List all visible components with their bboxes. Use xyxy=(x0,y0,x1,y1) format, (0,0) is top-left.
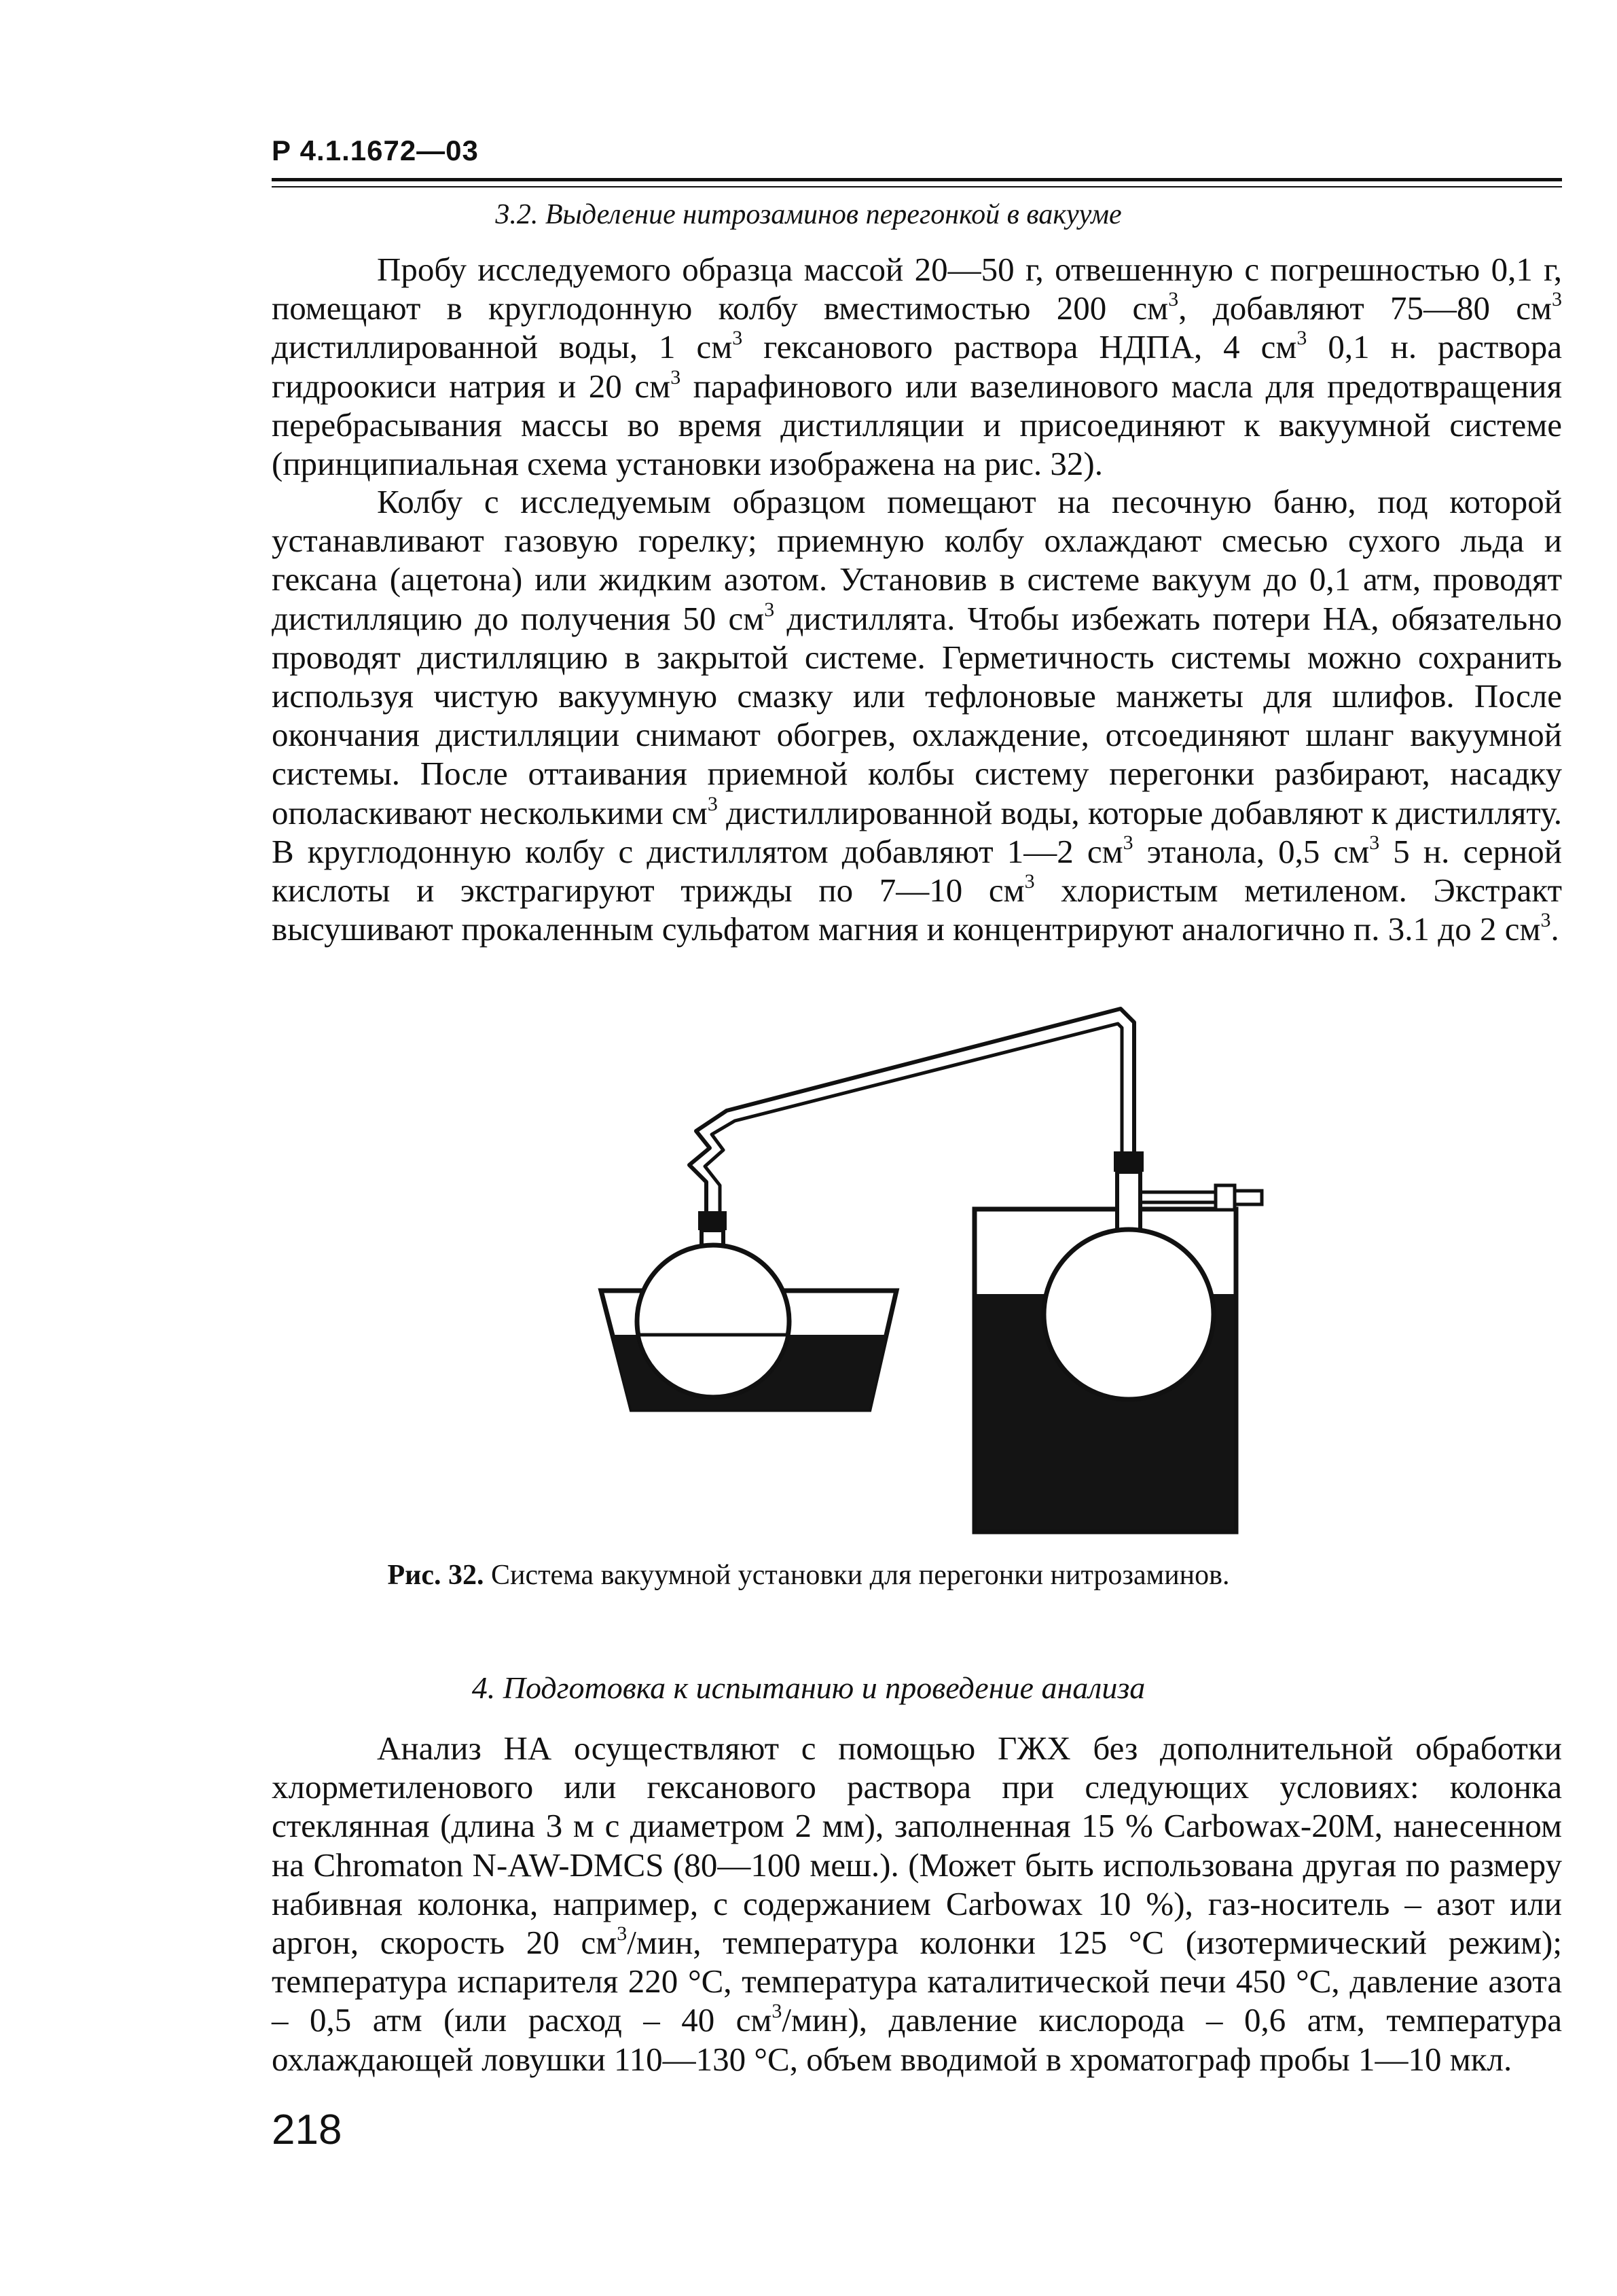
figure-caption-label: Рис. 32. xyxy=(387,1560,484,1591)
text-run: Анализ НА осуществляют с помощью ГЖХ без дополнительной обработки хлорметиленового или гексанового раствора при следующих условиях: колонка стеклянная (длина 3 м с диаметром 2 мм), заполненная 15 % Carbowax-20M, нанесенном на Chromaton N-AW-DMCS (80—100 меш.). (Может быть использована другая по размеру набивная колонка, например, с содержанием Carbowax 10 %), газ-носитель – азот или аргон, скорость 20 см xyxy=(272,1729,1562,1962)
superscript-unit: 3 xyxy=(707,792,718,815)
text-run: Пробу исследуемого образца массой 20—50 г, отвешенную с погрешностью 0,1 г, помещают в круглодонную колбу вместимостью 200 см xyxy=(272,251,1562,327)
header-rule-thick xyxy=(272,178,1562,181)
superscript-unit: 3 xyxy=(1369,831,1380,854)
text-run: этанола, 0,5 см xyxy=(1133,832,1370,870)
left-flask-stopper xyxy=(698,1211,727,1230)
section-title-3-2: 3.2. Выделение нитрозаминов перегонкой в вакууме xyxy=(495,199,1122,230)
text-run: гексанового раствора НДПА, 4 см xyxy=(742,328,1297,366)
superscript-unit: 3 xyxy=(1540,909,1551,932)
connecting-tube xyxy=(689,1009,1134,1216)
page-number: 218 xyxy=(272,2106,342,2153)
superscript-unit: 3 xyxy=(670,365,681,389)
header-rule-thin xyxy=(272,186,1562,187)
vacuum-outlet xyxy=(1235,1191,1262,1204)
superscript-unit: 3 xyxy=(771,2000,782,2023)
text-run: 0,1 н. раствора гидроокиси натрия и 20 см xyxy=(272,328,1562,405)
text-run: дистиллята. Чтобы избежать потери НА, обязательно проводят дистилляцию в закрытой системе. Герметичность системы можно сохранить используя чистую вакуумную смазку или тефлоновые манжеты для шлифов. После окончания дистилляции снимают обогрев, охлаждение, отсоединяют шланг вакуумной системы. После оттаивания приемной колбы систему перегонки разбирают, насадку ополаскивают несколькими см xyxy=(272,599,1563,831)
text-run: /мин), давление кислорода – 0,6 атм, температура охлаждающей ловушки 110—130 °С, объем вводимой в хроматограф пробы 1—10 мкл. xyxy=(272,2001,1562,2078)
right-flask-stopper xyxy=(1114,1151,1144,1172)
superscript-unit: 3 xyxy=(1552,288,1562,311)
superscript-unit: 3 xyxy=(617,1922,628,1945)
text-run: 5 н. серной кислоты и экстрагируют трижды по 7—10 см xyxy=(272,832,1563,910)
superscript-unit: 3 xyxy=(732,327,743,350)
text-run: . xyxy=(1550,910,1559,948)
superscript-unit: 3 xyxy=(1296,327,1307,350)
text-run: дистиллированной воды, 1 см xyxy=(272,328,733,366)
text-run: Колбу с исследуемым образцом помещают на песочную баню, под которой устанавливают газовую горелку; приемную колбу охлаждают смесью сухого льда и гексана (ацетона) или жидким азотом. Установив в системе вакуум до 0,1 атм, проводят дистилляцию до получения 50 см xyxy=(272,483,1562,637)
text-run: , добавляют 75—80 см xyxy=(1178,289,1552,327)
document-code: Р 4.1.1672—03 xyxy=(272,134,479,166)
text-run: хлористым метиленом. Экстракт высушивают прокаленным сульфатом магния и концентрируют аналогично п. 3.1 до 2 см xyxy=(272,872,1562,948)
paragraph-sample-preparation xyxy=(272,250,1562,483)
text-run: парафинового или вазелинового масла для предотвращения перебрасывания массы во время дистилляции и присоединяют к вакуумной системе (принципиальная схема установки изображена на рис. 32). xyxy=(272,367,1562,483)
paragraph-distillation-procedure xyxy=(272,482,1562,948)
superscript-unit: 3 xyxy=(764,598,775,621)
connecting-tube-inner xyxy=(705,1024,1122,1216)
section-title-4: 4. Подготовка к испытанию и проведение анализа xyxy=(471,1670,1146,1705)
vacuum-stopcock xyxy=(1216,1185,1235,1210)
vacuum-distillation-diagram xyxy=(591,995,1277,1539)
text-run: /мин, температура колонки 125 °С (изотермический режим); температура испарителя 220 °С, температура каталитической печи 450 °С, давление азота – 0,5 атм (или расход – 40 см xyxy=(272,1924,1562,2039)
figure-caption xyxy=(0,1559,1617,1592)
paragraph-analysis-conditions xyxy=(272,1729,1562,2079)
superscript-unit: 3 xyxy=(1123,831,1133,854)
superscript-unit: 3 xyxy=(1168,288,1179,311)
right-flask-bulb xyxy=(1044,1230,1214,1399)
right-flask-neck xyxy=(1117,1172,1140,1233)
superscript-unit: 3 xyxy=(1024,870,1035,893)
figure-caption-text: Система вакуумной установки для перегонки нитрозаминов. xyxy=(484,1560,1230,1591)
text-run: дистиллированной воды, которые добавляют к дистилляту. В круглодонную колбу с дистиллятом добавляют 1—2 см xyxy=(272,793,1562,870)
